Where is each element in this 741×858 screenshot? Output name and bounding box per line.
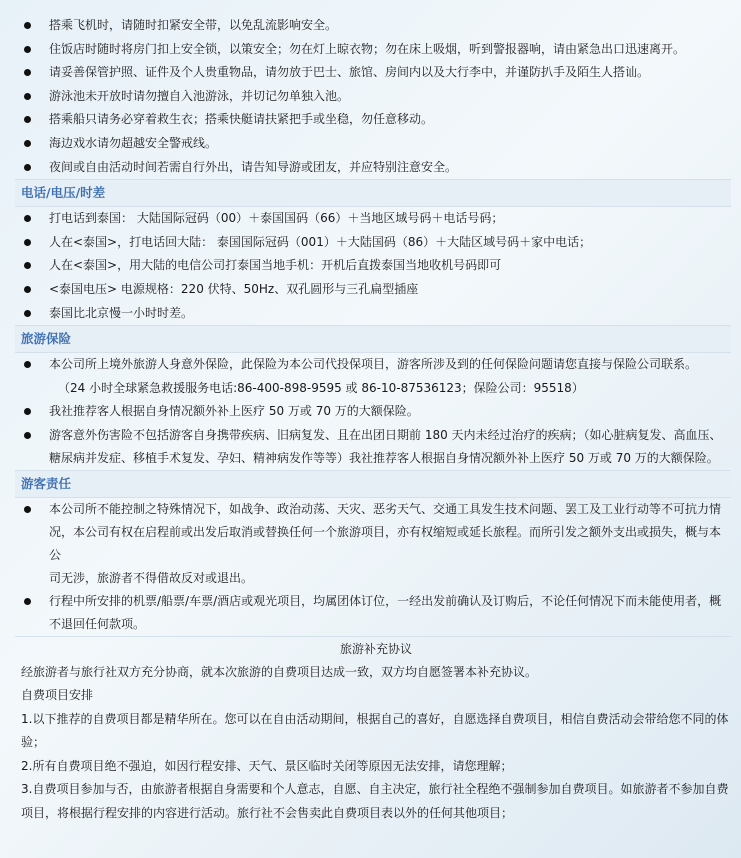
list-item: 搭乘飞机时，请随时扣紧安全带，以免乱流影响安全。 xyxy=(15,14,731,38)
safety-tips-list xyxy=(15,14,731,179)
liability-section xyxy=(15,470,731,636)
list-item: 打电话到泰国： 大陆国际冠码（00）＋泰国国码（66）＋当地区域号码＋电话号码； xyxy=(15,207,731,231)
list-item: 请妥善保管护照、证件及个人贵重物品，请勿放于巴士、旅馆、房间内以及大行李中，并谨防扒手及陌生人搭讪。 xyxy=(15,61,731,85)
bullet-icon xyxy=(24,93,31,100)
bullet-icon xyxy=(24,116,31,123)
insurance-section xyxy=(15,325,731,470)
bullet-icon xyxy=(24,361,31,368)
phone-list xyxy=(15,207,731,325)
insurance-list xyxy=(15,353,731,470)
bullet-icon xyxy=(24,506,31,513)
section-title-phone: 电话/电压/时差 xyxy=(15,180,731,207)
supplement-heading: 自费项目安排 xyxy=(21,688,94,703)
list-item: 行程中所安排的机票/船票/车票/酒店或观光项目，均属团体订位，一经出发前确认及订购后，不论任何情况下而未能使用者，概 不退回任何款项。 xyxy=(15,590,731,636)
section-title-liability: 游客责任 xyxy=(15,471,731,498)
supplement-intro: 经旅游者与旅行社双方充分协商，就本次旅游的自费项目达成一致，双方均自愿签署本补充协议。 xyxy=(21,664,538,679)
liability-list xyxy=(15,498,731,636)
supplement-agreement-section xyxy=(15,636,731,826)
bullet-icon xyxy=(24,598,31,605)
emergency-contact-note: （24 小时全球紧急救援服务电话:86-400-898-9595 或 86-10-87536123；保险公司：95518） xyxy=(58,380,584,395)
list-item: 本公司所上境外旅游人身意外保险，此保险为本公司代投保项目，游客所涉及到的任何保险问题请您直接与保险公司联系。 xyxy=(15,353,731,377)
list-item: 游泳池未开放时请勿擅自入池游泳，并切记勿单独入池。 xyxy=(15,85,731,109)
supplement-title: 旅游补充协议 xyxy=(339,641,412,656)
list-item: 住饭店时随时将房门扣上安全锁，以策安全；勿在灯上晾衣物；勿在床上吸烟，听到警报器响，请由紧急出口迅速离开。 xyxy=(15,38,731,62)
list-item: 泰国比北京慢一小时时差。 xyxy=(15,302,731,326)
list-item: 人在<泰国>，用大陆的电信公司打泰国当地手机：开机后直拨泰国当地收机号码即可 xyxy=(15,254,731,278)
list-item: 海边戏水请勿超越安全警戒线。 xyxy=(15,132,731,156)
supplement-paragraph-3: 3.自费项目参加与否，由旅游者根据自身需要和个人意志，自愿、自主决定，旅行社全程绝不强制参加自费项目。如旅游者不参加自费 项目，将根据行程安排的内容进行活动。旅行社不会售卖此自费项目表以外的任何其他项目； xyxy=(21,782,729,820)
bullet-icon xyxy=(24,140,31,147)
bullet-icon xyxy=(24,215,31,222)
bullet-icon xyxy=(24,239,31,246)
list-item: 夜间或自由活动时间若需自行外出，请告知导游或团友，并应特别注意安全。 xyxy=(15,156,731,180)
list-item: 游客意外伤害险不包括游客自身携带疾病、旧病复发、且在出团日期前 180 天内未经过治疗的疾病；（如心脏病复发、高血压、 糖尿病并发症、移植手术复发、孕妇、精神病发作等等）我社推荐客人根据自身情况额外补上医疗 50 万或 70 万的大额保险。 xyxy=(15,424,731,470)
bullet-icon xyxy=(24,408,31,415)
list-item: <泰国电压> 电源规格：220 伏特、50Hz、双孔圆形与三孔扁型插座 xyxy=(15,278,731,302)
list-item: 人在<泰国>，打电话回大陆： 泰国国际冠码（001）＋大陆国码（86）＋大陆区域号码＋家中电话； xyxy=(15,231,731,255)
phone-voltage-section xyxy=(15,179,731,325)
list-item: 搭乘船只请务必穿着救生衣；搭乘快艇请扶紧把手或坐稳，勿任意移动。 xyxy=(15,108,731,132)
list-item: 本公司所不能控制之特殊情况下，如战争、政治动荡、天灾、恶劣天气、交通工具发生技术问题、罢工及工业行动等不可抗力情 况，本公司有权在启程前或出发后取消或替换任何一个旅游项目，亦有权缩短或延长旅程。而所引发之额外支出或损失，概与本公 司无涉，旅游者不得借故反对或退出。 xyxy=(15,498,731,590)
bullet-icon xyxy=(24,262,31,269)
supplement-paragraph-2: 2.所有自费项目绝不强迫，如因行程安排、天气、景区临时关闭等原因无法安排，请您理解； xyxy=(21,758,513,773)
list-item: 我社推荐客人根据自身情况额外补上医疗 50 万或 70 万的大额保险。 xyxy=(15,400,731,424)
bullet-icon xyxy=(24,286,31,293)
bullet-icon xyxy=(24,22,31,29)
bullet-icon xyxy=(24,46,31,53)
bullet-icon xyxy=(24,432,31,439)
bullet-icon xyxy=(24,69,31,76)
bullet-icon xyxy=(24,164,31,171)
bullet-icon xyxy=(24,310,31,317)
supplement-paragraph-1: 1.以下推荐的自费项目都是精华所在。您可以在自由活动期间，根据自己的喜好，自愿选择自费项目，相信自费活动会带给您不同的体 验； xyxy=(21,711,729,750)
section-title-insurance: 旅游保险 xyxy=(15,326,731,353)
travel-notice-document xyxy=(15,14,731,825)
